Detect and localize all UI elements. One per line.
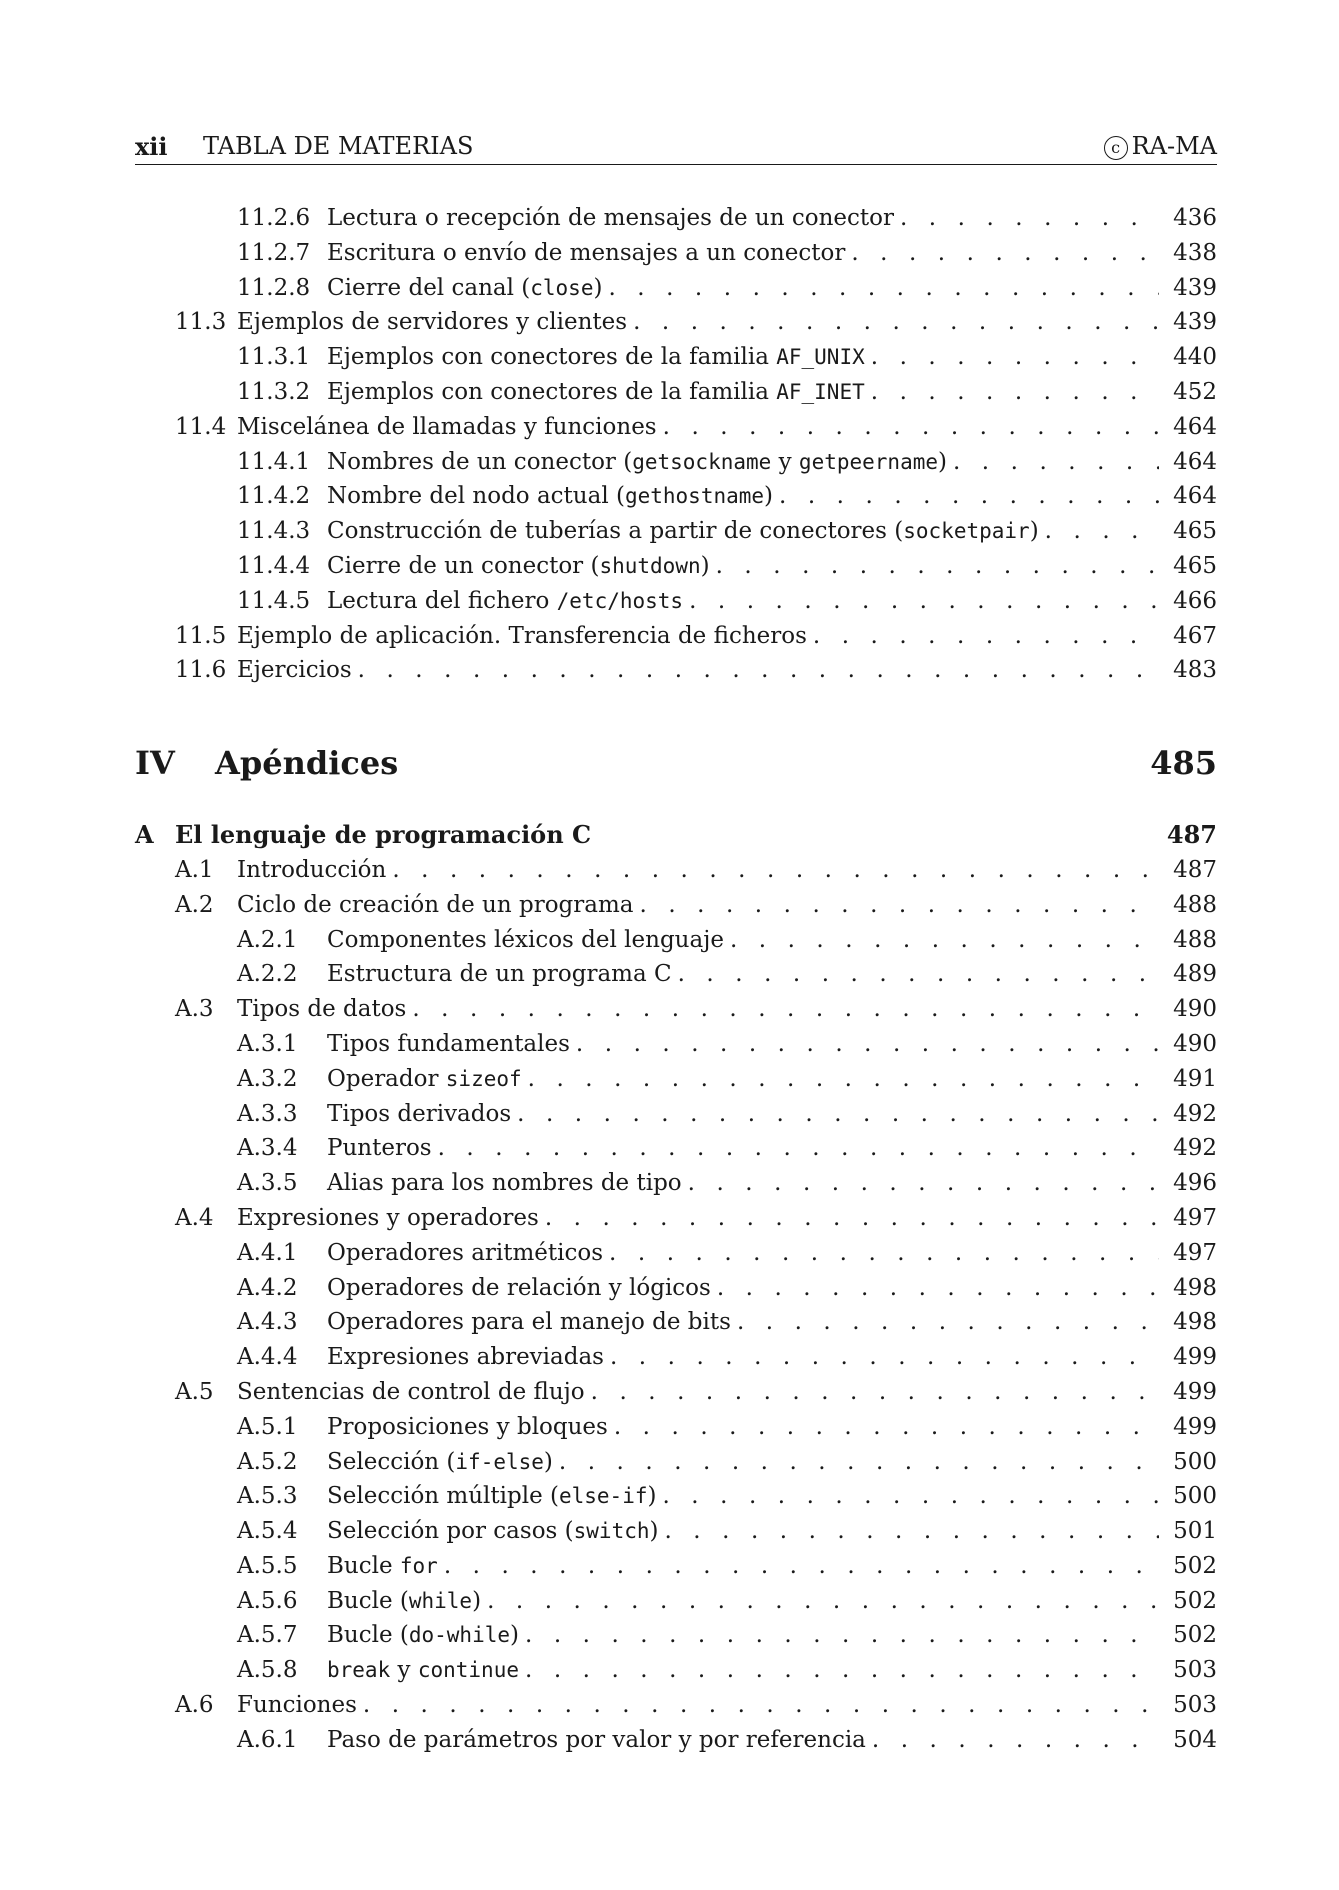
toc-entry[interactable]: [135, 549, 1217, 584]
dot-leader: [608, 271, 1159, 306]
toc-entry[interactable]: [135, 1131, 1217, 1166]
dot-leader: [444, 1549, 1159, 1584]
entry-title: [327, 1445, 559, 1480]
part-number: IV: [135, 744, 175, 783]
entry-title: [327, 1131, 438, 1166]
entry-page-number: 502: [1173, 1622, 1217, 1649]
entry-page-number: 501: [1173, 1518, 1217, 1545]
toc-entry[interactable]: [135, 1410, 1217, 1445]
entry-title: [327, 1584, 487, 1619]
dot-leader: [688, 1166, 1159, 1201]
entry-title: [237, 1688, 363, 1723]
dot-leader: [609, 1236, 1159, 1271]
entry-text: Lectura del fichero: [327, 587, 557, 614]
entry-page-number: 500: [1173, 1483, 1217, 1510]
page-number: xii: [135, 132, 168, 161]
dot-leader: [851, 236, 1159, 271]
entry-number: A.5.5: [237, 1552, 298, 1579]
entry-title: [237, 305, 633, 340]
entry-page-number: 464: [1173, 413, 1217, 440]
publisher-mark: [1104, 132, 1217, 160]
entry-number: A.2.2: [237, 961, 298, 988]
toc-entry[interactable]: [135, 957, 1217, 992]
entry-number: 11.4.2: [237, 483, 311, 510]
entry-page-number: 487: [1173, 856, 1217, 883]
entry-code-text: switch: [573, 1519, 650, 1544]
entry-page-number: 502: [1173, 1587, 1217, 1614]
entry-text: Ejemplos de servidores y clientes: [237, 309, 628, 336]
toc-entry[interactable]: [135, 1618, 1217, 1653]
entry-number: A.3.4: [237, 1135, 298, 1162]
entry-title: [327, 445, 953, 480]
entry-text: Escritura o envío de mensajes a un conector: [327, 239, 846, 266]
entry-code-text: continue: [417, 1658, 519, 1683]
entry-text: Operadores aritméticos: [327, 1239, 604, 1266]
entry-title: [327, 1271, 717, 1306]
dot-leader: [662, 1479, 1159, 1514]
entry-text: ): [764, 483, 774, 510]
entry-text: Operadores de relación y lógicos: [327, 1274, 711, 1301]
dot-leader: [545, 1201, 1159, 1236]
entry-page-number: 499: [1173, 1344, 1217, 1371]
entry-page-number: 504: [1173, 1726, 1217, 1753]
entry-text: y: [771, 448, 799, 475]
entry-text: ): [649, 1518, 659, 1545]
chapter-page-number: 487: [1166, 820, 1217, 850]
entry-text: Tipos fundamentales: [327, 1030, 570, 1057]
entry-title: [327, 1514, 664, 1549]
entry-title: [237, 992, 412, 1027]
toc-entry[interactable]: [135, 1236, 1217, 1271]
entry-code-text: if-else: [455, 1449, 544, 1474]
entry-text: y: [390, 1657, 418, 1684]
entry-code-text: shutdown: [599, 553, 701, 578]
entry-code-text: getpeername: [798, 449, 938, 474]
toc-entry[interactable]: [135, 1723, 1217, 1758]
entry-page-number: 499: [1173, 1378, 1217, 1405]
dot-leader: [438, 1131, 1159, 1166]
entry-number: 11.3.1: [237, 344, 311, 371]
entry-code-text: sizeof: [445, 1066, 522, 1091]
dot-leader: [363, 1688, 1159, 1723]
dot-leader: [610, 1340, 1159, 1375]
entry-number: A.3.1: [237, 1030, 298, 1057]
entry-page-number: 497: [1173, 1204, 1217, 1231]
part-page-number: 485: [1150, 744, 1217, 783]
entry-title: [327, 584, 689, 619]
entry-text: ): [510, 1622, 519, 1649]
entry-code-text: /etc/hosts: [556, 588, 684, 613]
toc-entry[interactable]: [135, 1653, 1217, 1688]
dot-leader: [663, 410, 1159, 445]
toc-entry[interactable]: [135, 305, 1217, 340]
entry-code-text: for: [399, 1553, 438, 1578]
entry-number: A.6: [175, 1692, 214, 1719]
entry-number: A.4.4: [237, 1344, 298, 1371]
dot-leader: [525, 1653, 1159, 1688]
entry-page-number: 467: [1173, 622, 1217, 649]
entry-title: [237, 619, 813, 654]
part-heading[interactable]: [135, 744, 1217, 796]
entry-text: ): [593, 274, 603, 301]
entry-title: [327, 1305, 737, 1340]
entry-text: Nombres de un conector (: [327, 448, 633, 475]
entry-text: Proposiciones y bloques: [327, 1413, 608, 1440]
entry-text: Ejercicios: [237, 657, 352, 684]
entry-number: 11.4.3: [237, 518, 311, 545]
entry-number: A.5.8: [237, 1657, 298, 1684]
toc-entry[interactable]: [135, 1062, 1217, 1097]
entry-page-number: 498: [1173, 1309, 1217, 1336]
entry-code-text: while: [408, 1588, 473, 1613]
toc-entry[interactable]: [135, 888, 1217, 923]
toc-entry[interactable]: [135, 1097, 1217, 1132]
entry-page-number: 503: [1173, 1657, 1217, 1684]
toc-entry[interactable]: [135, 375, 1217, 410]
entry-number: 11.4.1: [237, 448, 311, 475]
entry-number: 11.5: [175, 622, 227, 649]
toc-entry[interactable]: [135, 236, 1217, 271]
running-title: TABLA DE MATERIAS: [203, 132, 474, 160]
entry-text: Operador: [327, 1065, 446, 1092]
entry-text: Tipos de datos: [237, 996, 407, 1023]
entry-text: Selección múltiple (: [327, 1483, 559, 1510]
entry-number: A.5.2: [237, 1448, 298, 1475]
entry-text: Componentes léxicos del lenguaje: [327, 926, 724, 953]
entry-page-number: 492: [1173, 1100, 1217, 1127]
entry-title: [327, 957, 678, 992]
dot-leader: [953, 445, 1159, 480]
entry-page-number: 439: [1173, 309, 1217, 336]
entry-number: A.3.5: [237, 1170, 298, 1197]
entry-text: ): [543, 1448, 553, 1475]
toc-entry[interactable]: [135, 1584, 1217, 1619]
entry-text: Paso de parámetros por valor y por referencia: [327, 1726, 866, 1753]
toc-entry[interactable]: [135, 1688, 1217, 1723]
dot-leader: [559, 1445, 1159, 1480]
dot-leader: [900, 201, 1159, 236]
entry-number: 11.2.8: [237, 274, 311, 301]
entry-number: A.4: [175, 1204, 214, 1231]
dot-leader: [717, 1271, 1159, 1306]
entry-number: A.5.7: [237, 1622, 298, 1649]
entry-text: ): [647, 1483, 657, 1510]
entry-title: [327, 923, 730, 958]
toc-entry[interactable]: [135, 479, 1217, 514]
entry-text: Expresiones y operadores: [237, 1204, 539, 1231]
entry-page-number: 440: [1173, 344, 1217, 371]
entry-code-text: AF_UNIX: [776, 345, 865, 370]
entry-title: [327, 271, 608, 306]
dot-leader: [633, 305, 1159, 340]
chapter-number: A: [135, 820, 154, 850]
toc-entry[interactable]: [135, 1166, 1217, 1201]
entry-page-number: 464: [1173, 448, 1217, 475]
entry-text: ): [472, 1587, 482, 1614]
dot-leader: [871, 375, 1159, 410]
entry-text: Ejemplo de aplicación. Transferencia de ficheros: [237, 622, 807, 649]
toc-page: [135, 128, 1217, 1758]
entry-number: 11.3.2: [237, 378, 311, 405]
entry-title: [327, 1236, 609, 1271]
entry-page-number: 496: [1173, 1170, 1217, 1197]
entry-text: Bucle (: [327, 1622, 409, 1649]
toc-entry[interactable]: [135, 1375, 1217, 1410]
entry-number: A.5: [175, 1378, 214, 1405]
entry-title: [327, 236, 851, 271]
entry-text: Nombre del nodo actual (: [327, 483, 625, 510]
entry-number: 11.4: [175, 413, 227, 440]
entry-text: Tipos derivados: [327, 1100, 512, 1127]
entry-text: ): [938, 448, 947, 475]
dot-leader: [664, 1514, 1159, 1549]
entry-text: Construcción de tuberías a partir de conectores (: [327, 518, 904, 545]
toc-entry[interactable]: [135, 1479, 1217, 1514]
entry-page-number: 465: [1173, 518, 1217, 545]
toc-entry[interactable]: [135, 1445, 1217, 1480]
entry-title: [327, 1479, 662, 1514]
toc-list-appendix-a: [135, 853, 1217, 1758]
entry-text: Estructura de un programa C: [327, 961, 672, 988]
entry-page-number: 490: [1173, 1030, 1217, 1057]
chapter-heading[interactable]: [135, 818, 1217, 853]
entry-title: [327, 479, 779, 514]
entry-title: [327, 1653, 525, 1688]
copyright-icon: c: [1104, 136, 1128, 160]
toc-entry[interactable]: [135, 1305, 1217, 1340]
entry-number: A.2: [175, 891, 214, 918]
toc-entry[interactable]: [135, 445, 1217, 480]
dot-leader: [576, 1027, 1159, 1062]
entry-number: 11.4.5: [237, 587, 311, 614]
entry-number: A.4.2: [237, 1274, 298, 1301]
entry-page-number: 452: [1173, 378, 1217, 405]
entry-text: Punteros: [327, 1135, 432, 1162]
part-title: Apéndices: [215, 744, 399, 783]
entry-number: A.6.1: [237, 1726, 298, 1753]
entry-number: A.1: [175, 856, 214, 883]
entry-page-number: 491: [1173, 1065, 1217, 1092]
entry-title: [327, 201, 900, 236]
dot-leader: [358, 653, 1159, 688]
entry-number: A.4.1: [237, 1239, 298, 1266]
dot-leader: [678, 957, 1159, 992]
entry-code-text: getsockname: [632, 449, 772, 474]
entry-page-number: 464: [1173, 483, 1217, 510]
chapter-title: El lenguaje de programación C: [175, 820, 592, 850]
dot-leader: [525, 1618, 1159, 1653]
entry-text: Cierre del canal (: [327, 274, 531, 301]
toc-entry[interactable]: [135, 619, 1217, 654]
entry-number: A.2.1: [237, 926, 298, 953]
entry-text: Bucle: [327, 1552, 400, 1579]
entry-code-text: close: [530, 275, 594, 300]
entry-text: Miscelánea de llamadas y funciones: [237, 413, 657, 440]
entry-text: Alias para los nombres de tipo: [327, 1170, 682, 1197]
entry-title: [327, 1027, 576, 1062]
dot-leader: [517, 1097, 1159, 1132]
entry-text: ): [700, 552, 710, 579]
entry-number: A.5.1: [237, 1413, 298, 1440]
toc-entry[interactable]: [135, 653, 1217, 688]
entry-number: A.3: [175, 996, 214, 1023]
dot-leader: [779, 479, 1159, 514]
entry-page-number: 488: [1173, 926, 1217, 953]
entry-page-number: 492: [1173, 1135, 1217, 1162]
entry-title: [327, 1723, 872, 1758]
entry-text: Lectura o recepción de mensajes de un conector: [327, 205, 894, 231]
toc-entry[interactable]: [135, 992, 1217, 1027]
dot-leader: [1045, 514, 1159, 549]
dot-leader: [737, 1305, 1159, 1340]
dot-leader: [871, 340, 1159, 375]
entry-title: [327, 1062, 528, 1097]
entry-number: 11.4.4: [237, 552, 311, 579]
entry-title: [237, 853, 392, 888]
dot-leader: [412, 992, 1159, 1027]
entry-text: Bucle (: [327, 1587, 409, 1614]
entry-title: [327, 1166, 688, 1201]
entry-number: A.5.6: [237, 1587, 298, 1614]
entry-number: 11.2.6: [237, 205, 311, 231]
entry-page-number: 465: [1173, 552, 1217, 579]
toc-entry[interactable]: [135, 1514, 1217, 1549]
toc-entry[interactable]: [135, 1201, 1217, 1236]
entry-page-number: 502: [1173, 1552, 1217, 1579]
entry-title: [327, 375, 871, 410]
entry-code-text: else-if: [558, 1484, 648, 1509]
entry-text: Cierre de un conector (: [327, 552, 600, 579]
toc-entry[interactable]: [135, 923, 1217, 958]
dot-leader: [716, 549, 1159, 584]
entry-title: [327, 1097, 517, 1132]
toc-entry[interactable]: [135, 1340, 1217, 1375]
dot-leader: [730, 923, 1159, 958]
entry-text: Selección por casos (: [327, 1518, 574, 1545]
entry-page-number: 436: [1173, 205, 1217, 231]
toc-entry[interactable]: [135, 1271, 1217, 1306]
entry-title: [237, 653, 358, 688]
toc-entry[interactable]: [135, 1027, 1217, 1062]
publisher-name: RA-MA: [1131, 132, 1217, 160]
entry-text: Funciones: [237, 1692, 357, 1719]
entry-title: [327, 1410, 614, 1445]
toc-entry[interactable]: [135, 410, 1217, 445]
toc-entry[interactable]: [135, 1549, 1217, 1584]
entry-text: Ejemplos con conectores de la familia: [327, 378, 777, 405]
entry-page-number: 490: [1173, 996, 1217, 1023]
entry-title: [327, 340, 871, 375]
toc-entry[interactable]: [135, 271, 1217, 306]
dot-leader: [689, 584, 1159, 619]
entry-page-number: 500: [1173, 1448, 1217, 1475]
entry-page-number: 488: [1173, 891, 1217, 918]
entry-text: Sentencias de control de flujo: [237, 1378, 585, 1405]
entry-title: [237, 1375, 591, 1410]
entry-text: Expresiones abreviadas: [327, 1344, 604, 1371]
entry-page-number: 499: [1173, 1413, 1217, 1440]
entry-title: [327, 1549, 444, 1584]
entry-code-text: gethostname: [624, 484, 765, 509]
entry-code-text: break: [327, 1658, 391, 1683]
entry-page-number: 466: [1173, 587, 1217, 614]
entry-title: [327, 514, 1045, 549]
entry-number: A.4.3: [237, 1309, 298, 1336]
entry-text: Operadores para el manejo de bits: [327, 1309, 731, 1336]
entry-page-number: 438: [1173, 239, 1217, 266]
entry-code-text: AF_INET: [776, 379, 865, 404]
entry-number: 11.2.7: [237, 239, 311, 266]
toc-entry[interactable]: [135, 201, 1217, 236]
entry-title: [327, 1618, 525, 1653]
entry-text: Ciclo de creación de un programa: [237, 891, 634, 918]
entry-number: A.5.4: [237, 1518, 298, 1545]
running-header: [135, 128, 1217, 165]
toc-list-chapter-11: [135, 201, 1217, 688]
dot-leader: [392, 853, 1159, 888]
entry-title: [237, 888, 640, 923]
entry-text: ): [1029, 518, 1039, 545]
entry-title: [237, 410, 663, 445]
entry-text: Selección (: [327, 1448, 456, 1475]
entry-title: [327, 1340, 610, 1375]
dot-leader: [640, 888, 1159, 923]
entry-text: Introducción: [237, 856, 387, 883]
entry-number: 11.3: [175, 309, 227, 336]
dot-leader: [813, 619, 1159, 654]
dot-leader: [591, 1375, 1159, 1410]
entry-number: A.3.2: [237, 1065, 298, 1092]
toc-entry[interactable]: [135, 853, 1217, 888]
dot-leader: [614, 1410, 1159, 1445]
entry-page-number: 497: [1173, 1239, 1217, 1266]
dot-leader: [487, 1584, 1159, 1619]
entry-number: A.5.3: [237, 1483, 298, 1510]
entry-text: Ejemplos con conectores de la familia: [327, 344, 777, 371]
entry-number: 11.6: [175, 657, 227, 684]
entry-page-number: 489: [1173, 961, 1217, 988]
entry-title: [237, 1201, 545, 1236]
entry-page-number: 503: [1173, 1692, 1217, 1719]
toc-entry[interactable]: [135, 340, 1217, 375]
toc-entry[interactable]: [135, 584, 1217, 619]
toc-entry[interactable]: [135, 514, 1217, 549]
entry-code-text: do-while: [408, 1623, 511, 1648]
entry-page-number: 483: [1173, 657, 1217, 684]
dot-leader: [528, 1062, 1159, 1097]
entry-number: A.3.3: [237, 1100, 298, 1127]
entry-page-number: 439: [1173, 274, 1217, 301]
entry-title: [327, 549, 716, 584]
entry-page-number: 498: [1173, 1274, 1217, 1301]
dot-leader: [872, 1723, 1159, 1758]
entry-code-text: socketpair: [903, 519, 1030, 544]
